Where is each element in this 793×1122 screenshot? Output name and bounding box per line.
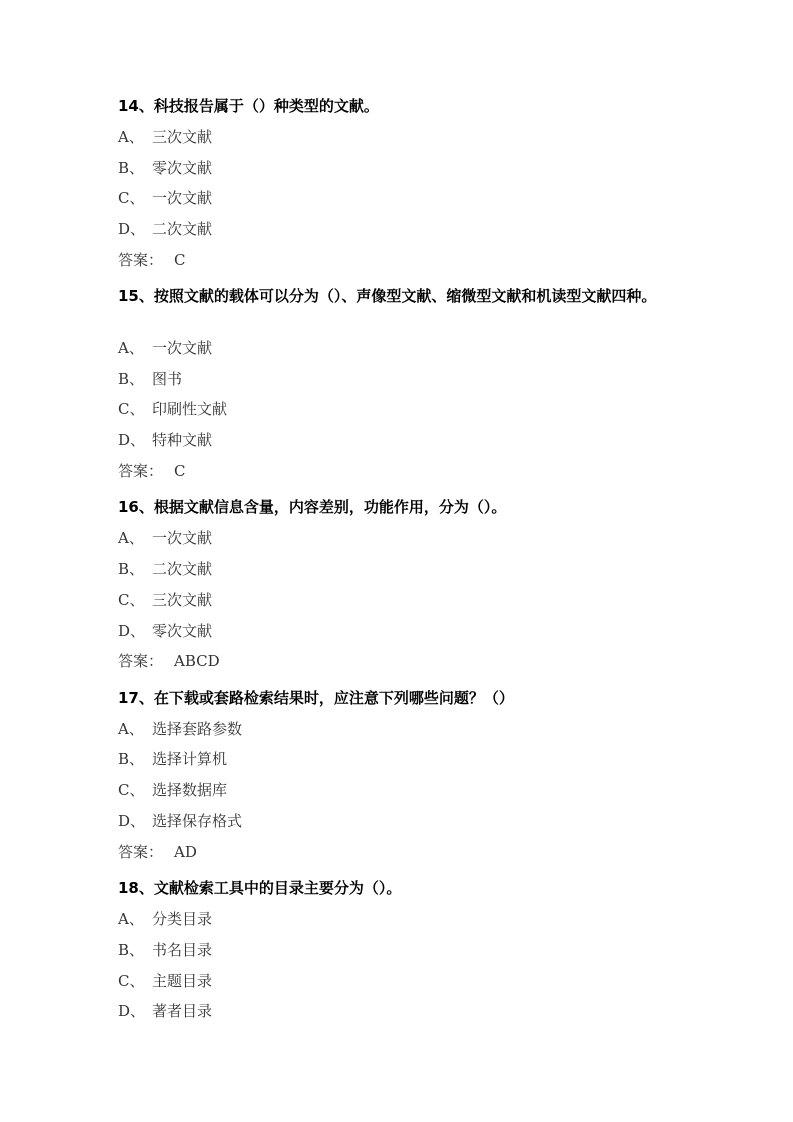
option-text: 选择套路参数 bbox=[152, 720, 243, 738]
question-15-answer bbox=[118, 461, 185, 481]
option-key: C、 bbox=[118, 781, 145, 799]
option-key: C、 bbox=[118, 972, 145, 990]
question-15-option-a bbox=[118, 338, 212, 358]
option-text: 零次文献 bbox=[152, 159, 213, 177]
option-key: C、 bbox=[118, 591, 145, 609]
option-text: 选择保存格式 bbox=[152, 812, 243, 830]
answer-label: 答案： bbox=[118, 251, 164, 269]
option-key: B、 bbox=[118, 941, 145, 959]
option-text: 二次文献 bbox=[152, 560, 213, 578]
question-15-title: 15、按照文献的载体可以分为（）、声像型文献、缩微型文献和机读型文献四种。 bbox=[118, 287, 657, 305]
option-key: A、 bbox=[118, 720, 144, 738]
option-text: 三次文献 bbox=[152, 591, 213, 609]
option-text: 书名目录 bbox=[152, 941, 213, 959]
answer-label: 答案： bbox=[118, 843, 164, 861]
question-17-answer bbox=[118, 842, 197, 862]
option-key: A、 bbox=[118, 529, 144, 547]
option-text: 选择数据库 bbox=[152, 781, 228, 799]
option-text: 印刷性文献 bbox=[152, 400, 228, 418]
question-14-option-b bbox=[118, 158, 212, 178]
answer-value: C bbox=[174, 251, 186, 269]
option-key: D、 bbox=[118, 622, 146, 640]
question-15-option-d bbox=[118, 430, 212, 450]
question-14-option-a bbox=[118, 127, 212, 147]
question-15-option-b bbox=[118, 369, 182, 389]
question-17-option-b bbox=[118, 749, 227, 769]
option-text: 主题目录 bbox=[152, 972, 213, 990]
option-key: B、 bbox=[118, 159, 145, 177]
question-14-option-c bbox=[118, 188, 212, 208]
option-key: B、 bbox=[118, 370, 145, 388]
option-key: D、 bbox=[118, 1002, 146, 1020]
question-17-option-d bbox=[118, 811, 242, 831]
option-key: C、 bbox=[118, 400, 145, 418]
question-18-option-c bbox=[118, 971, 212, 991]
option-text: 著者目录 bbox=[152, 1002, 213, 1020]
option-key: A、 bbox=[118, 128, 144, 146]
question-15-option-c bbox=[118, 399, 227, 419]
option-key: B、 bbox=[118, 750, 145, 768]
option-text: 选择计算机 bbox=[152, 750, 228, 768]
question-17-title: 17、在下载或套路检索结果时，应注意下列哪些问题？（） bbox=[118, 689, 514, 707]
option-text: 零次文献 bbox=[152, 622, 213, 640]
question-16-option-a bbox=[118, 528, 212, 548]
option-key: D、 bbox=[118, 812, 146, 830]
option-key: B、 bbox=[118, 560, 145, 578]
question-16-option-d bbox=[118, 621, 212, 641]
option-key: D、 bbox=[118, 220, 146, 238]
question-14-title: 14、科技报告属于（）种类型的文献。 bbox=[118, 97, 379, 115]
option-text: 三次文献 bbox=[152, 128, 213, 146]
option-key: C、 bbox=[118, 189, 145, 207]
option-key: D、 bbox=[118, 431, 146, 449]
option-text: 一次文献 bbox=[152, 529, 213, 547]
option-text: 一次文献 bbox=[152, 339, 213, 357]
question-16-title: 16、根据文献信息含量，内容差别，功能作用，分为（）。 bbox=[118, 498, 507, 516]
answer-label: 答案： bbox=[118, 652, 164, 670]
option-key: A、 bbox=[118, 910, 144, 928]
question-16-answer bbox=[118, 651, 220, 671]
option-text: 二次文献 bbox=[152, 220, 213, 238]
option-key: A、 bbox=[118, 339, 144, 357]
option-text: 分类目录 bbox=[152, 910, 213, 928]
option-text: 一次文献 bbox=[152, 189, 213, 207]
option-text: 图书 bbox=[152, 370, 183, 388]
question-14-answer bbox=[118, 250, 185, 270]
question-14-option-d bbox=[118, 219, 212, 239]
answer-value: C bbox=[174, 462, 186, 480]
answer-value: ABCD bbox=[174, 652, 220, 670]
question-18-title: 18、文献检索工具中的目录主要分为（）。 bbox=[118, 879, 402, 897]
question-17-option-c bbox=[118, 780, 227, 800]
question-18-option-d bbox=[118, 1001, 212, 1021]
question-17-option-a bbox=[118, 719, 242, 739]
option-text: 特种文献 bbox=[152, 431, 213, 449]
question-16-option-b bbox=[118, 559, 212, 579]
answer-label: 答案： bbox=[118, 462, 164, 480]
answer-value: AD bbox=[174, 843, 197, 861]
question-18-option-a bbox=[118, 909, 212, 929]
question-18-option-b bbox=[118, 940, 212, 960]
question-16-option-c bbox=[118, 590, 212, 610]
